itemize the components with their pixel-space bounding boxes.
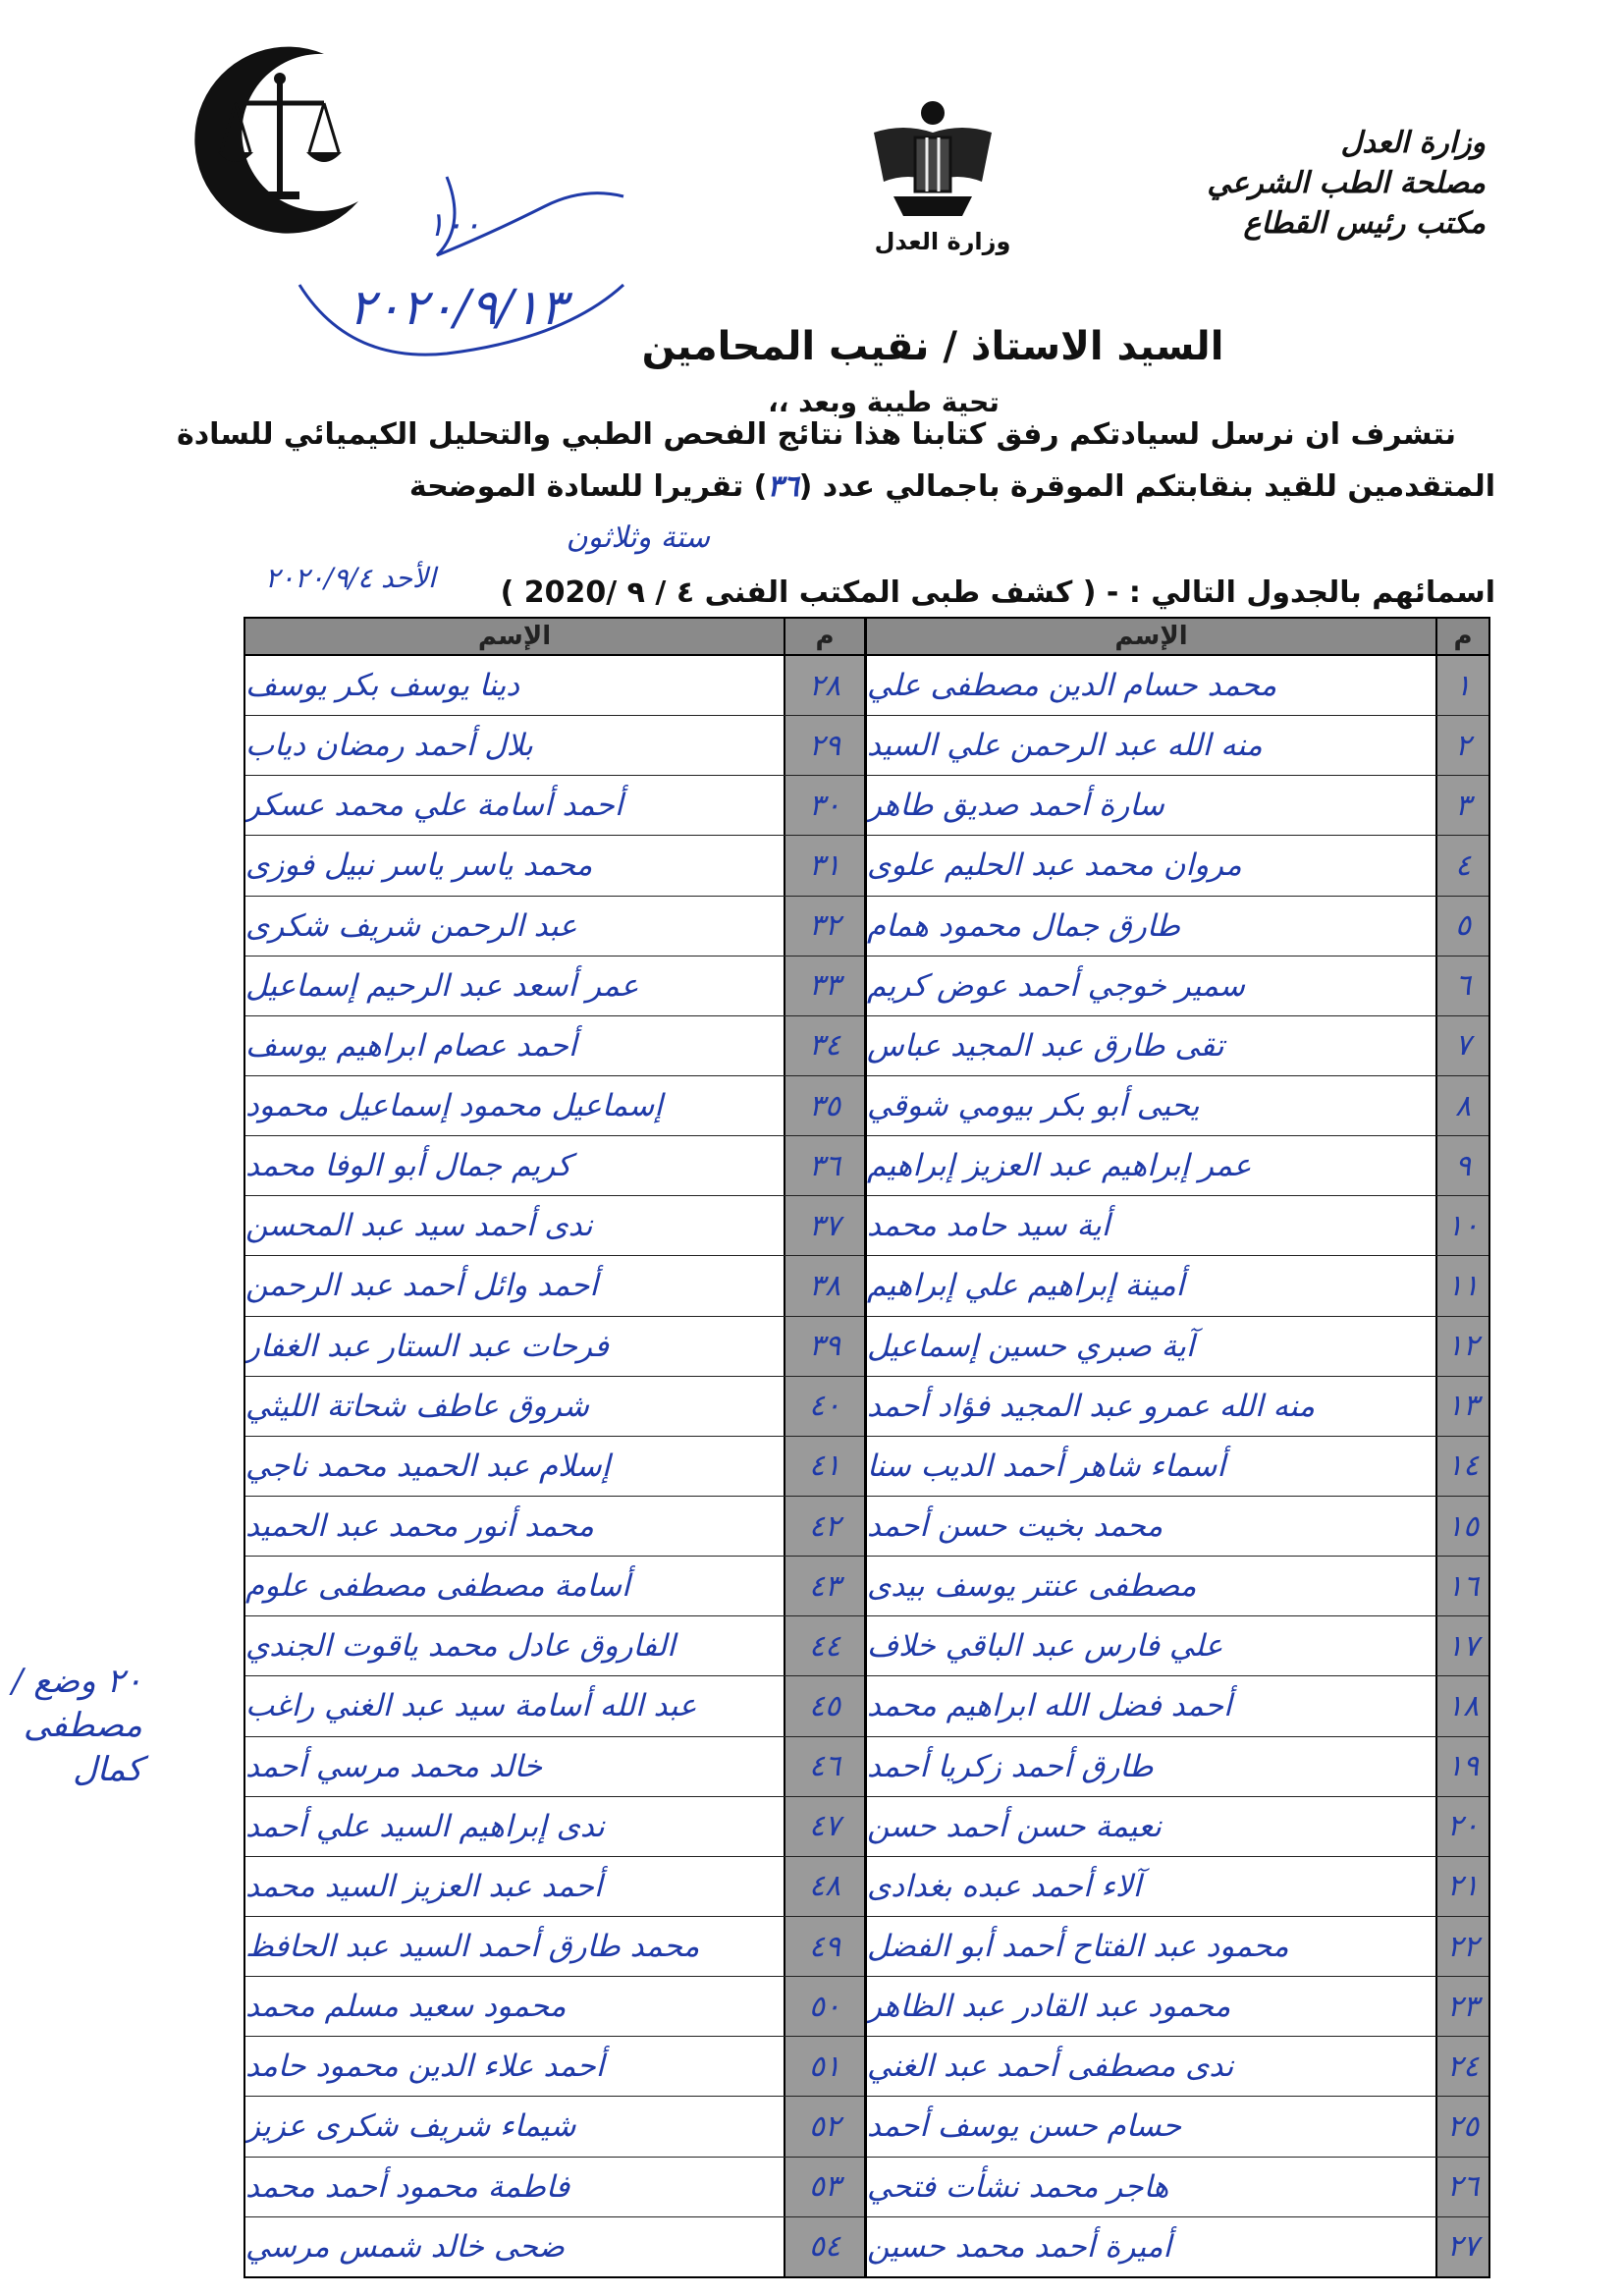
- table-row: [867, 1437, 1488, 1497]
- row-number: ٩: [1437, 1136, 1488, 1195]
- row-number: ٤٧: [785, 1797, 864, 1856]
- row-name: تقى طارق عبد المجيد عباس: [867, 1016, 1437, 1075]
- row-name: سمير خوجي أحمد عوض كريم: [867, 957, 1437, 1015]
- table-row: [245, 836, 864, 896]
- row-name: شروق عاطف شحاتة الليثي: [245, 1377, 785, 1436]
- table-row: [867, 2097, 1488, 2157]
- row-number: ٧: [1437, 1016, 1488, 1075]
- row-name: أمينة إبراهيم علي إبراهيم: [867, 1256, 1437, 1315]
- handwritten-count-words: ستة وثلاثون: [566, 520, 710, 555]
- table-row: [867, 1136, 1488, 1196]
- row-name: محمود عبد الفتاح أحمد أبو الفضل: [867, 1917, 1437, 1976]
- row-number: ١١: [1437, 1256, 1488, 1315]
- body-line-2a: المتقدمين للقيد بنقابتكم الموقرة باجمالي عدد (: [798, 469, 1495, 504]
- row-number: ٤٤: [785, 1616, 864, 1675]
- row-number: ٢٢: [1437, 1917, 1488, 1976]
- table-row: [245, 1136, 864, 1196]
- table-row: [245, 1917, 864, 1977]
- row-number: ١٦: [1437, 1557, 1488, 1615]
- row-number: ٤٢: [785, 1497, 864, 1556]
- row-name: طارق أحمد زكريا أحمد: [867, 1737, 1437, 1796]
- row-number: ٢٠: [1437, 1797, 1488, 1856]
- row-number: ١٤: [1437, 1437, 1488, 1496]
- office-line: مكتب رئيس القطاع: [1243, 206, 1486, 241]
- row-number: ٣١: [785, 836, 864, 895]
- row-number: ١: [1437, 656, 1488, 715]
- row-name: طارق جمال محمود همام: [867, 897, 1437, 956]
- row-number: ٤٦: [785, 1737, 864, 1796]
- table-row: [245, 1196, 864, 1256]
- table-row: [867, 1557, 1488, 1616]
- row-name: علي فارس عبد الباقي خلاف: [867, 1616, 1437, 1675]
- row-name: محمد ياسر ياسر نبيل فوزى: [245, 836, 785, 895]
- table-row: [867, 716, 1488, 776]
- row-number: ٥٢: [785, 2097, 864, 2156]
- row-number: ٣٦: [785, 1136, 864, 1195]
- table-row: [245, 957, 864, 1016]
- row-number: ٢٩: [785, 716, 864, 775]
- table-row: [867, 1797, 1488, 1857]
- row-name: كريم جمال أبو الوفا محمد: [245, 1136, 785, 1195]
- greeting-line: تحية طيبة وبعد ،،: [768, 386, 1000, 418]
- table-row: [245, 2158, 864, 2217]
- row-name: مصطفى عنتر يوسف بيدى: [867, 1557, 1437, 1615]
- row-number: ٤٥: [785, 1676, 864, 1735]
- right-rows: [867, 656, 1488, 2276]
- row-name: أحمد علاء الدين محمود حامد: [245, 2037, 785, 2096]
- table-row: [867, 1977, 1488, 2037]
- row-name: إسماعيل محمود إسماعيل محمود: [245, 1076, 785, 1135]
- row-number: ٢٣: [1437, 1977, 1488, 2036]
- row-name: فرحات عبد الستار عبد الغفار: [245, 1317, 785, 1376]
- row-name: أحمد عبد العزيز السيد محمد: [245, 1857, 785, 1916]
- table-row: [245, 897, 864, 957]
- table-row: [867, 1616, 1488, 1676]
- table-row: [867, 897, 1488, 957]
- row-name: ندى إبراهيم السيد علي أحمد: [245, 1797, 785, 1856]
- row-name: نعيمة حسن أحمد حسن: [867, 1797, 1437, 1856]
- row-name: محمد حسام الدين مصطفى علي: [867, 656, 1437, 715]
- table-row: [245, 2217, 864, 2276]
- table-row: [867, 1196, 1488, 1256]
- table-row: [245, 1076, 864, 1136]
- row-number: ٢٥: [1437, 2097, 1488, 2156]
- table-row: [245, 776, 864, 836]
- table-row: [867, 776, 1488, 836]
- row-number: ٥٤: [785, 2217, 864, 2276]
- table-header: [245, 619, 864, 656]
- table-header: [867, 619, 1488, 656]
- row-name: الفاروق عادل محمد ياقوت الجندي: [245, 1616, 785, 1675]
- row-number: ٢٦: [1437, 2158, 1488, 2216]
- row-name: خالد محمد مرسي أحمد: [245, 1737, 785, 1796]
- table-row: [245, 1497, 864, 1557]
- row-number: ٤٩: [785, 1917, 864, 1976]
- row-number: ٢٧: [1437, 2217, 1488, 2276]
- row-number: ٣٣: [785, 957, 864, 1015]
- table-row: [245, 1676, 864, 1736]
- row-name: حسام حسن يوسف أحمد: [867, 2097, 1437, 2156]
- row-name: هاجر محمد نشأت فتحي: [867, 2158, 1437, 2216]
- row-number: ٤١: [785, 1437, 864, 1496]
- table-row: [245, 1616, 864, 1676]
- row-number: ٥: [1437, 897, 1488, 956]
- row-number: ٣: [1437, 776, 1488, 835]
- table-row: [245, 1977, 864, 2037]
- header-name: الإسم: [245, 619, 785, 654]
- row-name: محمود سعيد مسلم محمد: [245, 1977, 785, 2036]
- body-line-3: اسمائهم بالجدول التالي : - ( كشف طبى المكتب الفنى ٤ / ٩ /2020 ): [500, 575, 1495, 610]
- table-row: [245, 1317, 864, 1377]
- ministry-heading: [1171, 123, 1486, 244]
- table-row: [867, 957, 1488, 1016]
- table-row: [245, 1557, 864, 1616]
- row-name: أسامة مصطفى مصطفى علوم: [245, 1557, 785, 1615]
- row-name: محمود عبد القادر عبد الظاهر: [867, 1977, 1437, 2036]
- row-name: ندى أحمد سيد عبد المحسن: [245, 1196, 785, 1255]
- row-number: ٥٣: [785, 2158, 864, 2216]
- row-name: محمد أنور محمد عبد الحميد: [245, 1497, 785, 1556]
- table-row: [867, 1676, 1488, 1736]
- row-name: آية صبري حسين إسماعيل: [867, 1317, 1437, 1376]
- row-number: ٨: [1437, 1076, 1488, 1135]
- table-row: [867, 836, 1488, 896]
- row-number: ١٧: [1437, 1616, 1488, 1675]
- row-name: أسماء شاهر أحمد الديب سنا: [867, 1437, 1437, 1496]
- row-number: ١٩: [1437, 1737, 1488, 1796]
- header-num: م: [1437, 619, 1488, 654]
- emblem-caption: وزارة العدل: [874, 228, 1011, 255]
- table-row: [867, 656, 1488, 716]
- table-left-half: [245, 619, 867, 2276]
- left-rows: [245, 656, 864, 2276]
- row-number: ١٨: [1437, 1676, 1488, 1735]
- table-row: [245, 1797, 864, 1857]
- table-row: [867, 1737, 1488, 1797]
- row-name: أحمد وائل أحمد عبد الرحمن: [245, 1256, 785, 1315]
- table-row: [245, 1016, 864, 1076]
- row-number: ٣٨: [785, 1256, 864, 1315]
- row-number: ٤٨: [785, 1857, 864, 1916]
- table-right-half: [867, 619, 1488, 2276]
- row-number: ٤٠: [785, 1377, 864, 1436]
- row-name: عبد الرحمن شريف شكرى: [245, 897, 785, 956]
- handwritten-exam-date: الأحد ٢٠٢٠/٩/٤: [265, 562, 436, 594]
- body-line-1: نتشرف ان نرسل لسيادتكم رفق كتابنا هذا نتائج الفحص الطبي والتحليل الكيميائي للسادة: [177, 417, 1456, 452]
- row-name: عمر أسعد عبد الرحيم إسماعيل: [245, 957, 785, 1015]
- table-row: [245, 2037, 864, 2097]
- handwritten-date: ٢٠٢٠/٩/١٣: [349, 279, 567, 336]
- row-name: أميرة أحمد محمد حسين: [867, 2217, 1437, 2276]
- row-number: ٢٨: [785, 656, 864, 715]
- row-number: ٢٤: [1437, 2037, 1488, 2096]
- table-row: [867, 1497, 1488, 1557]
- table-row: [867, 1317, 1488, 1377]
- row-name: آلاء أحمد عبده بغدادى: [867, 1857, 1437, 1916]
- header-num: م: [785, 619, 864, 654]
- row-name: أحمد فضل الله ابراهيم محمد: [867, 1676, 1437, 1735]
- row-name: محمد بخيت حسن أحمد: [867, 1497, 1437, 1556]
- row-name: سارة أحمد صديق طاهر: [867, 776, 1437, 835]
- table-row: [245, 1256, 864, 1316]
- row-name: فاطمة محمود أحمد محمد: [245, 2158, 785, 2216]
- row-number: ١٠: [1437, 1196, 1488, 1255]
- row-number: ٢١: [1437, 1857, 1488, 1916]
- table-row: [245, 1437, 864, 1497]
- row-number: ٣٢: [785, 897, 864, 956]
- row-name: إسلام عبد الحميد محمد ناجي: [245, 1437, 785, 1496]
- body-line-2: [409, 469, 1495, 504]
- row-name: ضحى خالد شمس مرسي: [245, 2217, 785, 2276]
- table-row: [867, 1917, 1488, 1977]
- table-row: [867, 1857, 1488, 1917]
- row-number: ٦: [1437, 957, 1488, 1015]
- row-name: مروان محمد عبد الحليم علوى: [867, 836, 1437, 895]
- row-number: ٢: [1437, 716, 1488, 775]
- recipient-line: السيد الاستاذ / نقيب المحامين: [641, 324, 1224, 369]
- eagle-emblem-icon: [864, 93, 1001, 241]
- row-name: أية سيد حامد محمد: [867, 1196, 1437, 1255]
- table-row: [245, 1377, 864, 1437]
- table-row: [245, 1737, 864, 1797]
- row-number: ٤٣: [785, 1557, 864, 1615]
- table-row: [867, 2158, 1488, 2217]
- handwritten-number: ١٠٠: [427, 205, 481, 245]
- row-number: ٣٥: [785, 1076, 864, 1135]
- row-name: ندى مصطفى أحمد عبد الغني: [867, 2037, 1437, 2096]
- names-table: [243, 617, 1490, 2278]
- table-row: [867, 1256, 1488, 1316]
- row-name: أحمد عصام ابراهيم يوسف: [245, 1016, 785, 1075]
- table-row: [867, 2217, 1488, 2276]
- row-name: عمر إبراهيم عبد العزيز إبراهيم: [867, 1136, 1437, 1195]
- table-row: [867, 2037, 1488, 2097]
- table-row: [245, 2097, 864, 2157]
- row-name: أحمد أسامة علي محمد عسكر: [245, 776, 785, 835]
- row-number: ٣٩: [785, 1317, 864, 1376]
- row-name: منه الله عبد الرحمن علي السيد: [867, 716, 1437, 775]
- table-row: [867, 1076, 1488, 1136]
- row-number: ٤: [1437, 836, 1488, 895]
- ministry-line: وزارة العدل: [1340, 126, 1486, 160]
- table-row: [245, 656, 864, 716]
- body-line-2b: ) تقريرا للسادة الموضحة: [408, 469, 768, 504]
- table-row: [245, 1857, 864, 1917]
- row-name: دينا يوسف بكر يوسف: [245, 656, 785, 715]
- row-number: ٥٠: [785, 1977, 864, 2036]
- table-row: [245, 716, 864, 776]
- header-name: الإسم: [867, 619, 1437, 654]
- row-name: يحيى أبو بكر بيومي شوقي: [867, 1076, 1437, 1135]
- table-row: [867, 1377, 1488, 1437]
- row-number: ٥١: [785, 2037, 864, 2096]
- row-number: ٣٤: [785, 1016, 864, 1075]
- row-number: ٣٧: [785, 1196, 864, 1255]
- row-number: ١٢: [1437, 1317, 1488, 1376]
- row-name: منه الله عمرو عبد المجيد فؤاد أحمد: [867, 1377, 1437, 1436]
- row-number: ٣٠: [785, 776, 864, 835]
- table-row: [867, 1016, 1488, 1076]
- row-name: بلال أحمد رمضان دياب: [245, 716, 785, 775]
- row-name: محمد طارق أحمد السيد عبد الحافظ: [245, 1917, 785, 1976]
- row-name: شيماء شريف شكرى عزيز: [245, 2097, 785, 2156]
- row-name: عبد الله أسامة سيد عبد الغني راغب: [245, 1676, 785, 1735]
- department-line: مصلحة الطب الشرعي: [1207, 166, 1486, 200]
- row-number: ١٣: [1437, 1377, 1488, 1436]
- handwritten-count: ٣٦: [767, 469, 799, 504]
- row-number: ١٥: [1437, 1497, 1488, 1556]
- side-note: ٢٠ وضع / مصطفى كمال: [12, 1662, 142, 1789]
